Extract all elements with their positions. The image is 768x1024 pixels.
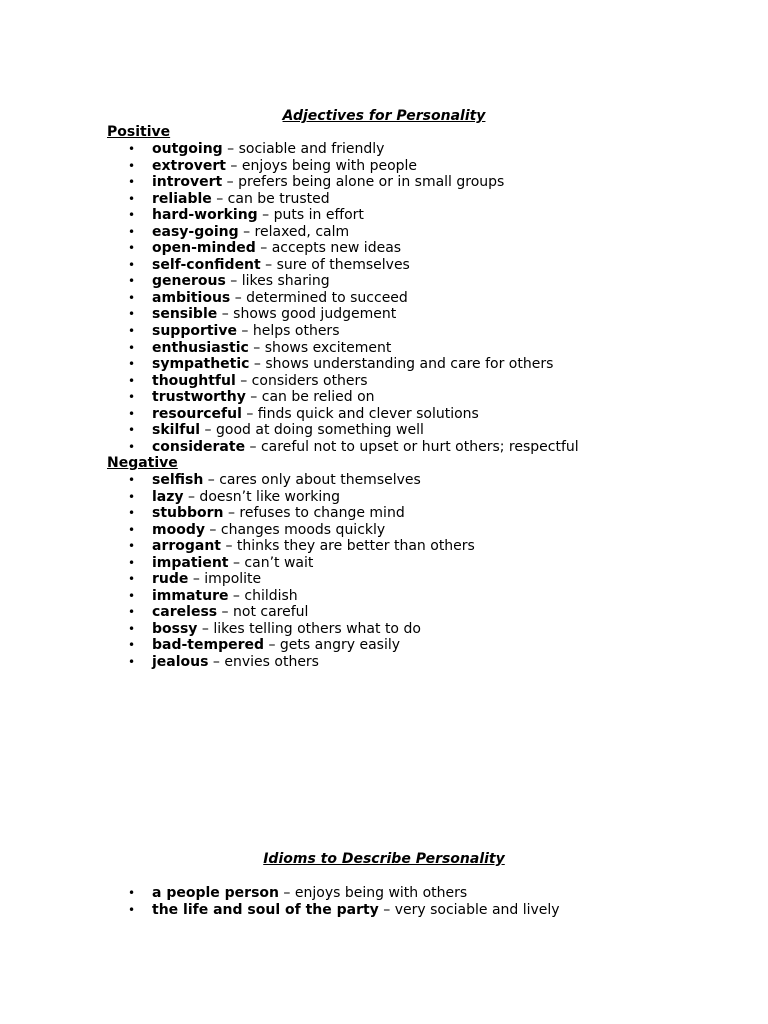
idioms-title: Idioms to Describe Personality (263, 851, 505, 867)
list-item (152, 637, 475, 654)
term-label: bad-tempered (152, 637, 265, 654)
term-label: careless (152, 604, 218, 621)
term-label: impatient (152, 554, 229, 571)
list-item (152, 571, 475, 588)
list-item (152, 356, 579, 373)
term-label: enthusiastic (152, 339, 249, 356)
term-label: selfish (152, 472, 204, 488)
term-definition: – gets angry easily (264, 637, 401, 654)
list-item (152, 654, 475, 671)
list-item (152, 257, 579, 274)
list-item (152, 522, 475, 539)
term-definition: – careful not to upset or hurt others; respectful (245, 438, 579, 455)
term-label: open-minded (152, 240, 256, 257)
term-definition: – sure of themselves (260, 256, 410, 273)
term-definition: – changes moods quickly (204, 521, 386, 538)
term-label: skilful (152, 422, 201, 439)
term-label: supportive (152, 323, 237, 340)
term-label: the life and soul of the party (152, 901, 379, 918)
term-definition: – shows understanding and care for others (249, 356, 554, 373)
negative-section-heading: Negative (107, 455, 178, 471)
list-item (152, 489, 475, 506)
list-item (152, 422, 579, 439)
term-label: ambitious (152, 289, 231, 306)
term-label: sympathetic (152, 356, 250, 373)
term-definition: – prefers being alone or in small groups (222, 174, 505, 191)
list-item (152, 604, 475, 621)
list-item (152, 902, 560, 919)
term-definition: – cares only about themselves (203, 472, 421, 488)
term-definition: – can be trusted (211, 190, 330, 207)
term-label: jealous (152, 654, 209, 671)
term-label: immature (152, 587, 229, 604)
term-label: reliable (152, 190, 212, 207)
list-item (152, 505, 475, 522)
term-label: outgoing (152, 141, 223, 157)
term-label: lazy (152, 488, 184, 505)
term-label: considerate (152, 438, 246, 455)
list-item (152, 472, 475, 489)
list-item (152, 158, 579, 175)
positive-adjectives-list (152, 141, 579, 455)
list-item (152, 240, 579, 257)
term-label: moody (152, 521, 205, 538)
list-item (152, 323, 579, 340)
positive-section-heading: Positive (107, 124, 171, 140)
term-definition: – good at doing something well (200, 422, 424, 439)
term-definition: – likes telling others what to do (197, 620, 421, 637)
list-item (152, 621, 475, 638)
term-definition: – likes sharing (225, 273, 330, 290)
term-label: bossy (152, 620, 198, 637)
term-definition: – shows good judgement (217, 306, 397, 323)
term-label: resourceful (152, 405, 242, 422)
term-label: self-confident (152, 256, 261, 273)
list-item (152, 439, 579, 456)
term-label: thoughtful (152, 372, 236, 389)
list-item (152, 373, 579, 390)
idioms-list (152, 885, 560, 918)
term-label: sensible (152, 306, 218, 323)
list-item (152, 588, 475, 605)
term-definition: – accepts new ideas (255, 240, 402, 257)
term-label: trustworthy (152, 389, 246, 406)
list-item (152, 141, 579, 158)
term-definition: – envies others (208, 654, 319, 671)
term-label: hard-working (152, 207, 258, 224)
list-item (152, 191, 579, 208)
term-label: generous (152, 273, 226, 290)
term-definition: – refuses to change mind (223, 505, 405, 522)
term-definition: – impolite (188, 571, 262, 588)
term-definition: – considers others (235, 372, 368, 389)
list-item (152, 389, 579, 406)
term-label: rude (152, 571, 189, 588)
term-label: stubborn (152, 505, 224, 522)
term-label: arrogant (152, 538, 222, 555)
list-item (152, 290, 579, 307)
term-definition: – childish (228, 587, 298, 604)
term-definition: – relaxed, calm (238, 223, 350, 240)
list-item (152, 885, 560, 902)
document-title: Adjectives for Personality (282, 108, 486, 124)
term-definition: – puts in effort (257, 207, 364, 224)
term-definition: – very sociable and lively (378, 901, 560, 918)
term-definition: – shows excitement (248, 339, 392, 356)
term-definition: – sociable and friendly (222, 141, 385, 157)
term-label: easy-going (152, 223, 239, 240)
term-definition: – can be relied on (245, 389, 375, 406)
list-item (152, 406, 579, 423)
term-definition: – thinks they are better than others (221, 538, 475, 555)
list-item (152, 174, 579, 191)
list-item (152, 207, 579, 224)
term-label: introvert (152, 174, 223, 191)
negative-adjectives-list (152, 472, 475, 671)
term-definition: – can’t wait (228, 554, 314, 571)
term-definition: – finds quick and clever solutions (241, 405, 479, 422)
term-definition: – helps others (236, 323, 340, 340)
list-item (152, 340, 579, 357)
list-item (152, 555, 475, 572)
list-item (152, 306, 579, 323)
list-item (152, 273, 579, 290)
term-definition: – not careful (217, 604, 309, 621)
term-definition: – determined to succeed (230, 289, 408, 306)
list-item (152, 538, 475, 555)
term-label: a people person (152, 885, 279, 901)
term-definition: – enjoys being with people (225, 157, 418, 174)
term-definition: – enjoys being with others (278, 885, 468, 901)
term-label: extrovert (152, 157, 226, 174)
term-definition: – doesn’t like working (183, 488, 341, 505)
list-item (152, 224, 579, 241)
